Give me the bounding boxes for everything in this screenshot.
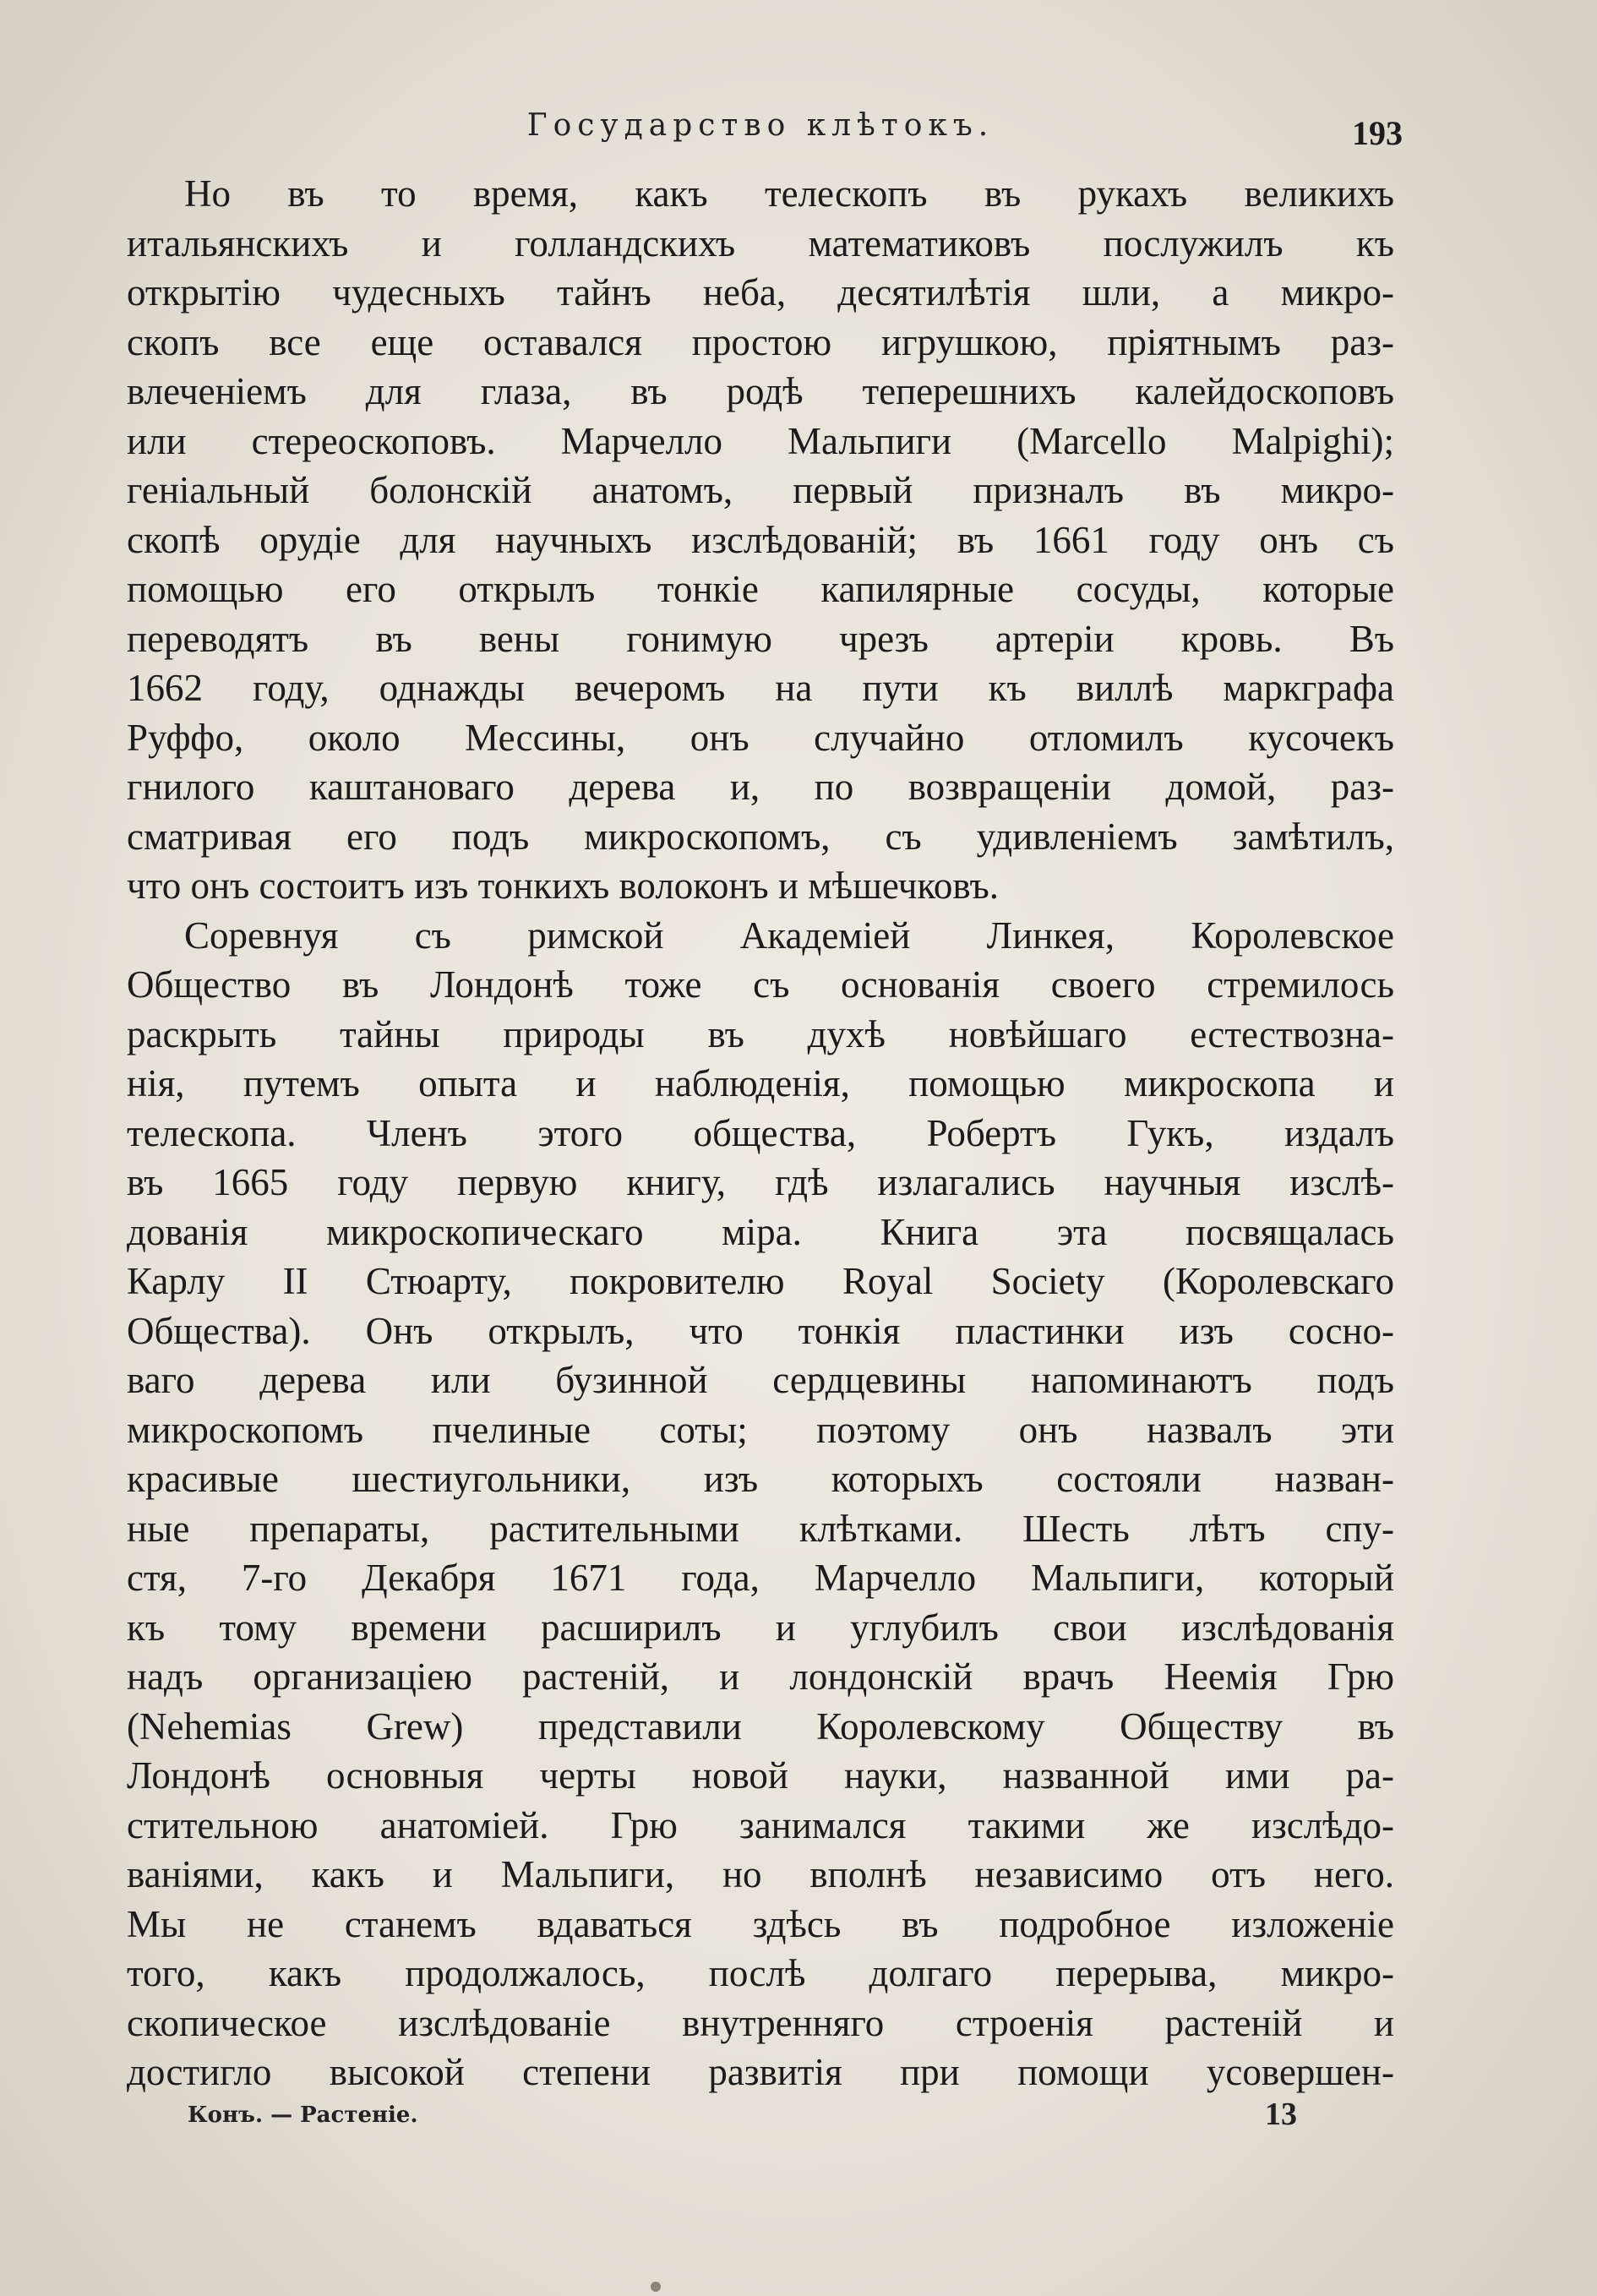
text-line: Карлу II Стюарту, покровителю Royal Society (Королевскаго (127, 1260, 1394, 1302)
page-footer (188, 2097, 1328, 2145)
text-line: стя, 7-го Декабря 1671 года, Марчелло Мальпиги, который (127, 1557, 1394, 1599)
text-line: микроскопомъ пчелиные соты; поэтому онъ назвалъ эти (127, 1408, 1394, 1451)
text-line: или стереоскоповъ. Марчелло Мальпиги (Marcello Malpighi); (127, 419, 1394, 462)
text-line: стительною анатоміей. Грю занимался такими же изслѣдо- (127, 1803, 1394, 1846)
text-line: нія, путемъ опыта и наблюденія, помощью микроскопа и (127, 1062, 1394, 1104)
text-line: скопъ все еще оставался простою игрушкою, пріятнымъ раз- (127, 320, 1394, 363)
text-line: ваніями, какъ и Мальпиги, но вполнѣ независимо отъ него. (127, 1853, 1394, 1895)
paper-speck (651, 2282, 661, 2292)
text-line: достигло высокой степени развитія при помощи усовершен- (127, 2051, 1394, 2093)
text-line: сматривая его подъ микроскопомъ, съ удивленіемъ замѣтилъ, (127, 815, 1394, 858)
running-title: Государство клѣтокъ. (526, 108, 995, 143)
text-line: Общество въ Лондонѣ тоже съ основанія своего стремилось (127, 963, 1394, 1006)
text-line: скопѣ орудіе для научныхъ изслѣдованій; въ 1661 году онъ съ (127, 518, 1394, 561)
text-line: Соревнуя съ римской Академіей Линкея, Королевское (184, 913, 1394, 957)
paragraph-2 (127, 911, 1394, 2097)
text-line: раскрыть тайны природы въ духѣ новѣйшаго естествозна- (127, 1012, 1394, 1055)
text-line: ные препараты, растительными клѣтками. Шесть лѣтъ спу- (127, 1507, 1394, 1550)
text-line: Но въ то время, какъ телескопъ въ рукахъ великихъ (184, 172, 1394, 215)
text-line: дованія микроскопическаго міра. Книга эта посвящалась (127, 1210, 1394, 1253)
page-number: 193 (1352, 114, 1403, 152)
text-line: ваго дерева или бузинной сердцевины напоминаютъ подъ (127, 1359, 1394, 1401)
text-line: что онъ состоитъ изъ тонкихъ волоконъ и мѣшечковъ. (127, 864, 1000, 907)
text-line: въ 1665 году первую книгу, гдѣ излагались научныя изслѣ- (127, 1161, 1394, 1203)
text-line: того, какъ продолжалось, послѣ долгаго перерыва, микро- (127, 1952, 1394, 1994)
text-line: 1662 году, однажды вечеромъ на пути къ виллѣ маркграфа (127, 667, 1394, 709)
page-header (127, 108, 1403, 159)
text-line: (Nehemias Grew) представили Королевскому Обществу въ (127, 1704, 1394, 1748)
text-line: скопическое изслѣдованіе внутренняго строенія растеній и (127, 2001, 1394, 2044)
text-line: итальянскихъ и голландскихъ математиковъ послужилъ къ (127, 221, 1394, 265)
text-line: Общества). Онъ открылъ, что тонкія пластинки изъ сосно- (127, 1309, 1394, 1352)
text-line: гнилого каштановаго дерева и, по возвращеніи домой, раз- (127, 766, 1394, 808)
text-line: помощью его открылъ тонкіе капилярные сосуды, которые (127, 568, 1394, 610)
text-line: телескопа. Членъ этого общества, Робертъ Гукъ, издалъ (127, 1111, 1394, 1154)
printer-signature: Конъ. — Растеніе. (188, 2102, 418, 2128)
text-line: влеченіемъ для глаза, въ родѣ теперешнихъ калейдоскоповъ (127, 370, 1394, 412)
text-line: переводятъ въ вены гонимую чрезъ артеріи кровь. Въ (127, 617, 1394, 660)
text-line: къ тому времени расширилъ и углубилъ свои изслѣдованія (127, 1606, 1394, 1649)
paragraph-1 (127, 169, 1394, 911)
text-line: красивые шестиугольники, изъ которыхъ состояли назван- (127, 1458, 1394, 1500)
text-line: Руффо, около Мессины, онъ случайно отломилъ кусочекъ (127, 716, 1394, 759)
text-line: открытію чудесныхъ тайнъ неба, десятилѣтія шли, а микро- (127, 271, 1394, 314)
sheet-number: 13 (1265, 2097, 1297, 2132)
body-text (127, 169, 1394, 2097)
text-line: Мы не станемъ вдаваться здѣсь въ подробное изложеніе (127, 1902, 1394, 1945)
text-line: Лондонѣ основныя черты новой науки, названной ими ра- (127, 1754, 1394, 1797)
text-line: геніальный болонскій анатомъ, первый призналъ въ микро- (127, 469, 1394, 511)
text-line: надъ организаціею растеній, и лондонскій врачъ Неемія Грю (127, 1655, 1394, 1698)
